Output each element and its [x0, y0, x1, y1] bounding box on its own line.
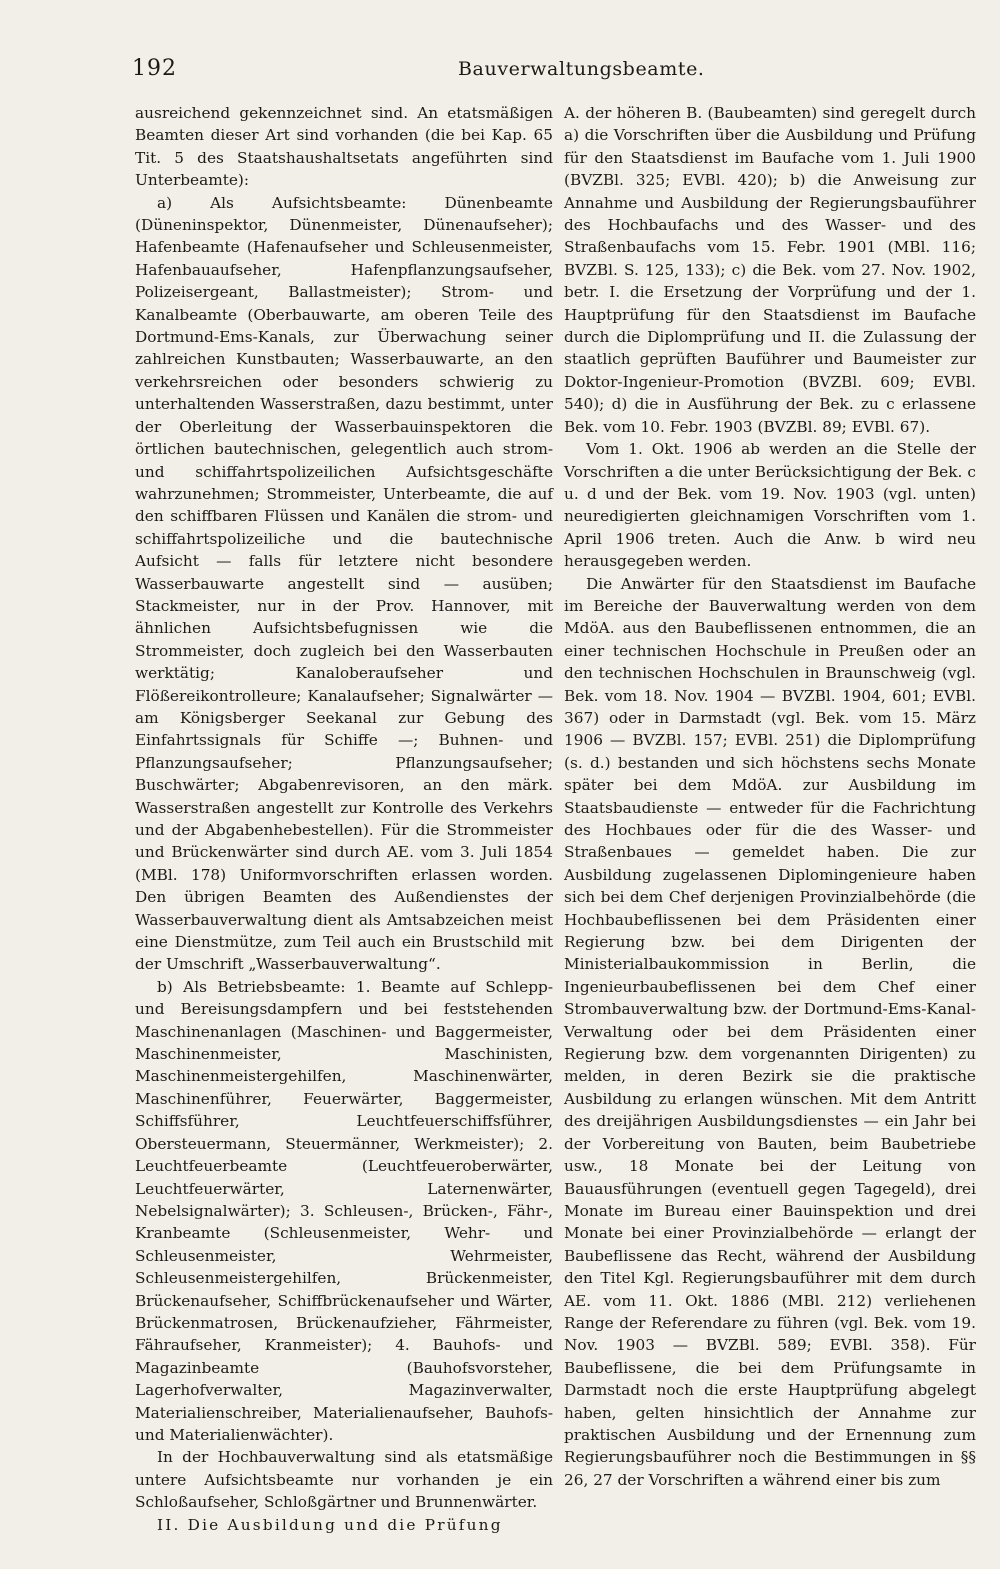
- paragraph: ausreichend gekennzeichnet sind. An etatsmäßigen Beamten dieser Art sind vorhanden (die bei Kap. 65 Tit. 5 des Staatshaushaltsetats angeführten sind Unterbeamte):: [135, 104, 553, 190]
- page-number: 192: [132, 56, 177, 81]
- paragraph: A. der höheren B. (Baubeamten) sind geregelt durch a) die Vorschriften über die Ausbildung und Prüfung für den Staatsdienst im Baufache vom 1. Juli 1900 (BVZBl. 325; EVBl. 420); b) die Anweisung zur Annahme und Ausbildung der Regierungsbauführer des Hochbaufachs und des Wasser- und des Straßenbaufachs vom 15. Febr. 1901 (MBl. 116; BVZBl. S. 125, 133); c) die Bek. vom 27. Nov. 1902, betr. I. die Ersetzung der Vorprüfung und der 1. Hauptprüfung für den Staatsdienst im Baufache durch die Diplomprüfung und II. die Zulassung der staatlich geprüften Bauführer und Baumeister zur Doktor-Ingenieur-Promotion (BVZBl. 609; EVBl. 540); d) die in Ausführung der Bek. zu c erlassene Bek. vom 10. Febr. 1903 (BVZBl. 89; EVBl. 67).: [564, 104, 976, 436]
- right-column: [564, 102, 976, 1491]
- paragraph: b) Als Betriebsbeamte: 1. Beamte auf Schlepp- und Bereisungsdampfern und bei feststehenden Maschinenanlagen (Maschinen- und Baggermeister, Maschinenmeister, Maschinisten, Maschinenmeistergehilfen, Maschinenwärter, Maschinenführer, Feuerwärter, Baggermeister, Schiffsführer, Leuchtfeuerschiffsführer, Obersteuermann, Steuermänner, Werkmeister); 2. Leuchtfeuerbeamte (Leuchtfeueroberwärter, Leuchtfeuerwärter, Laternenwärter, Nebelsignalwärter); 3. Schleusen-, Brücken-, Fähr-, Kranbeamte (Schleusenmeister, Wehr- und Schleusenmeister, Wehrmeister, Schleusenmeistergehilfen, Brückenmeister, Brückenaufseher, Schiffbrückenaufseher und Wärter, Brückenmatrosen, Brückenaufzieher, Fährmeister, Fähraufseher, Kranmeister); 4. Bauhofs- und Magazinbeamte (Bauhofsvorsteher, Lagerhofverwalter, Magazinverwalter, Materialienschreiber, Materialienaufseher, Bauhofs- und Materialienwächter).: [135, 977, 553, 1444]
- section-heading: II. Die Ausbildung und die Prüfung: [157, 1515, 503, 1534]
- paragraph: In der Hochbauverwaltung sind als etatsmäßige untere Aufsichtsbeamte nur vorhanden je ein Schloßaufseher, Schloßgärtner und Brunnenwärter.: [135, 1448, 553, 1512]
- paragraph: Die Anwärter für den Staatsdienst im Baufache im Bereiche der Bauverwaltung werden von dem MdöA. aus den Baubeflissenen entnommen, die an einer technischen Hochschule in Preußen oder an den technischen Hochschulen in Braunschweig (vgl. Bek. vom 18. Nov. 1904 — BVZBl. 1904, 601; EVBl. 367) oder in Darmstadt (vgl. Bek. vom 15. März 1906 — BVZBl. 157; EVBl. 251) die Diplomprüfung (s. d.) bestanden und sich höchstens sechs Monate später bei dem MdöA. zur Ausbildung im Staatsbaudienste — entweder für die Fachrichtung des Hochbaues oder für die des Wasser- und Straßenbaues — gemeldet haben. Die zur Ausbildung zugelassenen Diplomingenieure haben sich bei dem Chef derjenigen Provinzialbehörde (die Hochbaubeflissenen bei dem Präsidenten einer Regierung bzw. bei dem Dirigenten der Ministerialbaukommission in Berlin, die Ingenieurbaubeflissenen bei dem Chef einer Strombauverwaltung bzw. der Dortmund-Ems-Kanal-Verwaltung oder bei dem Präsidenten einer Regierung bzw. dem vorgenannten Dirigenten) zu melden, in deren Bezirk sie die praktische Ausbildung zu erlangen wünschen. Mit dem Antritt des dreijährigen Ausbildungsdienstes — ein Jahr bei der Vorbereitung von Bauten, beim Baubetriebe usw., 18 Monate bei der Leitung von Bauausführungen (eventuell gegen Tagegeld), drei Monate im Bureau einer Bauinspektion und drei Monate bei einer Provinzialbehörde — erlangt der Baubeflissene das Recht, während der Ausbildung den Titel Kgl. Regierungsbauführer mit dem durch AE. vom 11. Okt. 1886 (MBl. 212) verliehenen Range der Referendare zu führen (vgl. Bek. vom 19. Nov. 1903 — BVZBl. 589; EVBl. 358). Für Baubeflissene, die bei dem Prüfungsamte in Darmstadt noch die erste Hauptprüfung abgelegt haben, gelten hinsichtlich der Annahme zur praktischen Ausbildung und der Ernennung zum Regierungsbauführer noch die Bestimmungen in §§ 26, 27 der Vorschriften a während einer bis zum: [564, 574, 976, 1489]
- running-head: Bauverwaltungsbeamte.: [458, 58, 705, 80]
- left-column: [135, 102, 553, 1536]
- paragraph: Vom 1. Okt. 1906 ab werden an die Stelle der Vorschriften a die unter Berücksichtigung der Bek. c u. d und der Bek. vom 19. Nov. 1903 (vgl. unten) neuredigierten gleichnamigen Vorschriften vom 1. April 1906 treten. Auch die Anw. b wird neu herausgegeben werden.: [564, 440, 976, 571]
- paragraph: a) Als Aufsichtsbeamte: Dünenbeamte (Düneninspektor, Dünenmeister, Dünenaufseher); Hafenbeamte (Hafenaufseher und Schleusenmeister, Hafenbauaufseher, Hafenpflanzungsaufseher, Polizeisergeant, Ballastmeister); Strom- und Kanalbeamte (Oberbauwarte, am oberen Teile des Dortmund-Ems-Kanals, zur Überwachung seiner zahlreichen Kunstbauten; Wasserbauwarte, an den verkehrsreichen oder besonders schwierig zu unterhaltenden Wasserstraßen, dazu bestimmt, unter der Oberleitung der Wasserbauinspektoren die örtlichen bautechnischen, gelegentlich auch strom- und schiffahrtspolizeilichen Aufsichtsgeschäfte wahrzunehmen; Strommeister, Unterbeamte, die auf den schiffbaren Flüssen und Kanälen die strom- und schiffahrtspolizeiliche und die bautechnische Aufsicht — falls für letztere nicht besondere Wasserbauwarte angestellt sind — ausüben; Stackmeister, nur in der Prov. Hannover, mit ähnlichen Aufsichtsbefugnissen wie die Strommeister, doch zugleich bei den Wasserbauten werktätig; Kanaloberaufseher und Flößereikontrolleure; Kanalaufseher; Signalwärter — am Königsberger Seekanal zur Gebung des Einfahrtssignals für Schiffe —; Buhnen- und Pflanzungsaufseher; Pflanzungsaufseher; Buschwärter; Abgabenrevisoren, an den märk. Wasserstraßen angestellt zur Kontrolle des Verkehrs und der Abgabenhebestellen). Für die Strommeister und Brückenwärter sind durch AE. vom 3. Juli 1854 (MBl. 178) Uniformvorschriften erlassen worden. Den übrigen Beamten des Außendienstes der Wasserbauverwaltung dient als Amtsabzeichen meist eine Dienstmütze, zum Teil auch ein Brustschild mit der Umschrift „Wasserbauverwaltung“.: [135, 193, 553, 974]
